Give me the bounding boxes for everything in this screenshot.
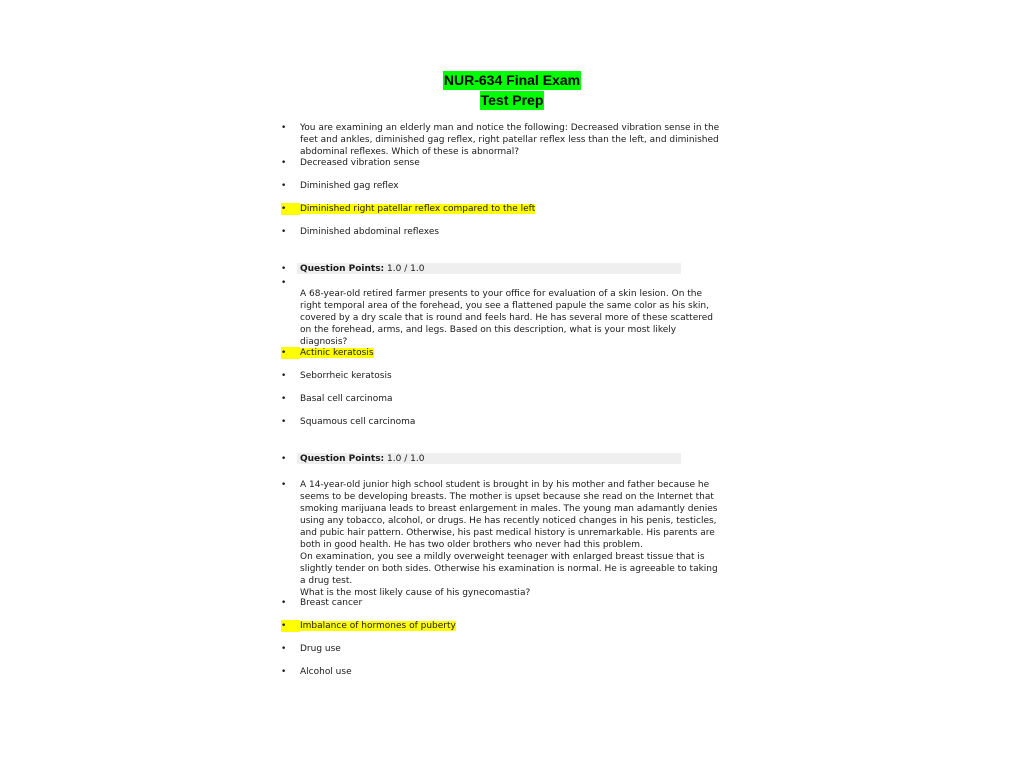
answer-highlight: Imbalance of hormones of puberty bbox=[300, 621, 456, 631]
bullet-icon bbox=[281, 643, 299, 655]
points-label: Question Points: bbox=[300, 264, 385, 274]
bullet-icon bbox=[281, 263, 299, 275]
points-value: 1.0 / 1.0 bbox=[387, 454, 425, 464]
bullet-icon bbox=[281, 370, 299, 382]
exam-content: • You are examining an elderly man and notice the following: Decreased vibration sense in the feet and ankles, diminished gag reflex, right patellar reflex less than the left, and diminished abdominal reflexes. Which of these is abnormal? • Decreased vibration sense • Diminished gag reflex • Diminished right patellar reflex compared to the left • Diminished abdominal reflexes • Question Points: 1.0 / 1.0 • A 68-year-old retired farmer presents to your office for evaluation of a skin lesion. On the right temporal area of the forehead, you see a flattened papule the same color as his skin, covered by a dry scale that is round and feels hard. He has several more of these scattered on the forehead, arms, and legs. Based on this description, what is your most likely diagnosis? • Actinic keratosis • Seborrheic keratosis • Basal cell carcinoma • Squamous cell carcinoma • Question Points: 1.0 / 1.0 • A 14-year-old junior high school student is brought in by his mother and father because he seems to be developing breasts. The mother is upset because she read on the Internet that smoking marijuana leads to breast enlargement in males. The young man adamantly denies using any tobacco, alcohol, or drugs. He has recently noticed changes in his penis, testicles, and pubic hair pattern. Otherwise, his past medical history is unremarkable. His parents are both in good health. He has two older brothers who never had this problem. On examination, you see a mildly overweight teenager with enlarged breast tissue that is slightly tender on both sides. Otherwise his examination is normal. He is agreeable to taking a drug test. What is the most likely cause of his gynecomastia? • Breast cancer • Imbalance of hormones of puberty • Drug use • Alcohol use bbox=[0, 0, 1024, 768]
q3-question-part3: What is the most likely cause of his gynecomastia? bbox=[300, 588, 531, 598]
answer-highlight: Actinic keratosis bbox=[300, 348, 374, 358]
bullet-icon bbox=[281, 666, 299, 678]
bullet-icon bbox=[281, 180, 299, 192]
bullet-icon bbox=[281, 620, 300, 632]
title-line-2: Test Prep bbox=[480, 92, 544, 108]
q2-points bbox=[281, 453, 681, 465]
points-value: 1.0 / 1.0 bbox=[387, 264, 425, 274]
points-label: Question Points: bbox=[300, 454, 385, 464]
bullet-icon bbox=[281, 277, 299, 289]
bullet-icon bbox=[281, 347, 300, 359]
q3-question-part1: A 14-year-old junior high school student is brought in by his mother and father because he seems to be developing breasts. The mother is upset because she read on the Internet that smoking marijuana leads to breast enlargement in males. The young man adamantly denies using any tobacco, alcohol, or drugs. He has recently noticed changes in his penis, testicles, and pubic hair pattern. Otherwise, his past medical history is unremarkable. His parents are both in good health. He has two older brothers who never had this problem. bbox=[300, 480, 718, 550]
q1-points bbox=[281, 263, 681, 275]
bullet-icon bbox=[281, 416, 299, 428]
title-line-1: NUR-634 Final Exam bbox=[443, 72, 581, 88]
bullet-icon bbox=[281, 122, 299, 134]
bullet-icon bbox=[281, 479, 299, 491]
bullet-icon bbox=[281, 157, 299, 169]
bullet-icon bbox=[281, 203, 300, 215]
bullet-icon bbox=[281, 597, 299, 609]
q3-question-part2: On examination, you see a mildly overweight teenager with enlarged breast tissue that is slightly tender on both sides. Otherwise his examination is normal. He is agreeable to taking a drug test. bbox=[300, 552, 718, 586]
bullet-icon bbox=[281, 453, 299, 465]
answer-highlight: Diminished right patellar reflex compared to the left bbox=[300, 204, 536, 214]
bullet-icon bbox=[281, 393, 299, 405]
bullet-icon bbox=[281, 226, 299, 238]
